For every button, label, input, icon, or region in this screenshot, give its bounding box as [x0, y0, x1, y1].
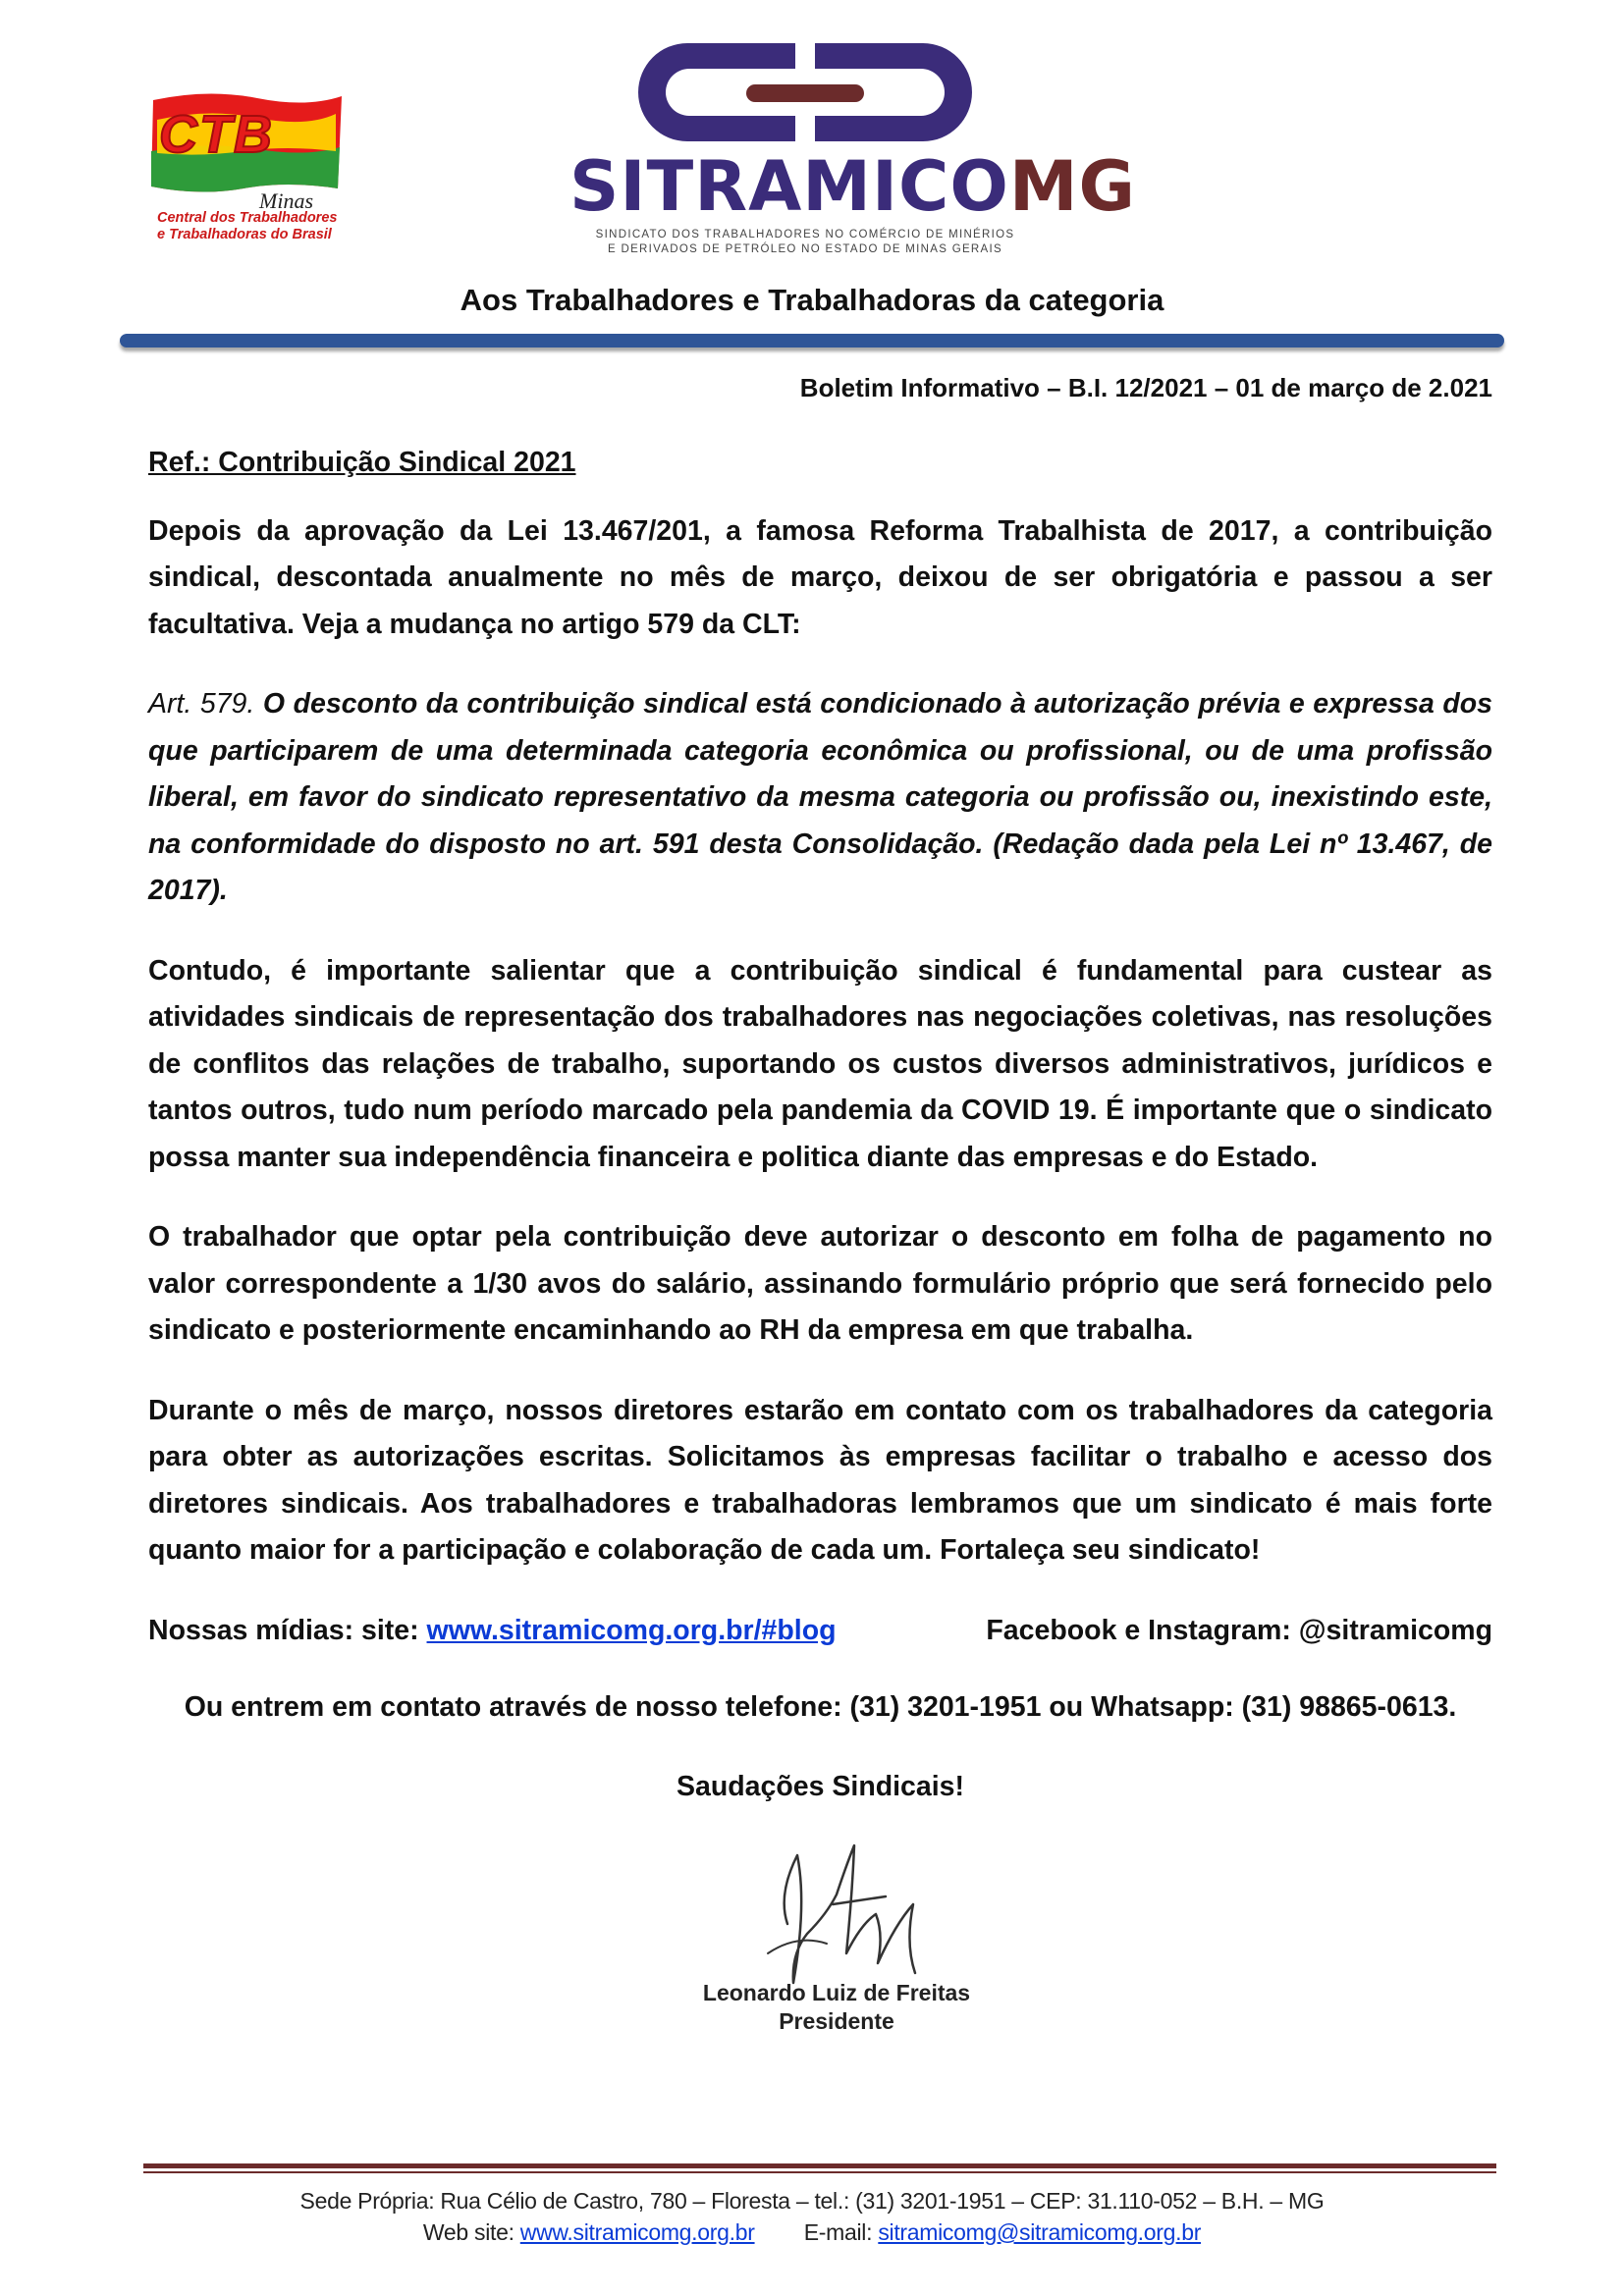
ctb-subtitle-line-1: Central dos Trabalhadores	[157, 210, 338, 226]
footer-website-link[interactable]: www.sitramicomg.org.br	[519, 2219, 755, 2245]
footer-links	[0, 2216, 1624, 2248]
handwritten-signature	[738, 1836, 954, 2002]
law-article-text: O desconto da contribuição sindical está condicionado à autorização prévia e expressa dos que participarem de uma determinada categoria econômica ou profissional, ou de uma profissão liberal, em favor do sindicato representativo da mesma categoria ou profissão ou, inexistindo este, na conformidade do disposto no art. 591 desta Consolidação. (Redação dada pela Lei nº 13.467, de 2017).	[148, 688, 1493, 906]
page-title: Aos Trabalhadores e Trabalhadoras da categoria	[460, 283, 1164, 317]
footer	[0, 2185, 1624, 2248]
media-site-label: Nossas mídias: site:	[148, 1614, 419, 1646]
sitramicomg-tagline-line-2: E DERIVADOS DE PETRÓLEO NO ESTADO DE MINAS GERAIS	[608, 243, 1002, 255]
paragraph-directors: Durante o mês de março, nossos diretores estarão em contato com os trabalhadores da categoria para obter as autorizações escritas. Solicitamos às empresas facilitar o trabalho e acesso dos diretores sindicais. Aos trabalhadores e trabalhadoras lembramos que um sindicato é mais forte quanto maior for a participação e colaboração de cada um. Fortaleça seu sindicato!	[148, 1394, 1492, 1566]
ctb-subtitle	[157, 210, 337, 243]
footer-divider	[143, 2163, 1496, 2168]
media-line	[148, 1608, 1492, 1655]
signatory	[0, 1979, 1624, 2036]
header-divider	[120, 334, 1504, 347]
ctb-minas-label: Minas	[259, 188, 313, 213]
ctb-subtitle-line-2: e Trabalhadoras do Brasil	[157, 227, 332, 242]
paragraph-authorization: O trabalhador que optar pela contribuição deve autorizar o desconto em folha de pagamento no valor correspondente a 1/30 avos do salário, assinando formulário próprio que será fornecido pelo sindicato e posteriormente encaminhando ao RH da empresa em que trabalha.	[148, 1221, 1492, 1346]
law-quote	[148, 681, 1492, 915]
sitramicomg-tagline-line-1: SINDICATO DOS TRABALHADORES NO COMÉRCIO DE MINÉRIOS	[595, 229, 1015, 240]
blog-link[interactable]: www.sitramicomg.org.br/#blog	[426, 1614, 837, 1646]
letter-body	[148, 440, 1492, 1811]
footer-email-label: E-mail:	[803, 2219, 873, 2245]
sitramicomg-wordmark-mg: MG	[1008, 146, 1136, 227]
sitramicomg-logo	[569, 35, 1136, 255]
footer-divider-thin	[143, 2171, 1496, 2173]
chain-link-icon	[599, 35, 1011, 151]
paragraph-importance: Contudo, é importante salientar que a contribuição sindical é fundamental para custear as atividades sindicais de representação dos trabalhadores nas negociações coletivas, nas resoluções de conflitos das relações de trabalho, suportando os custos diversos administrativos, jurídicos e tantos outros, tudo num período marcado pela pandemia da COVID 19. É importante que o sindicato possa manter sua independência financeira e politica diante das empresas e do Estado.	[148, 954, 1492, 1173]
sitramicomg-tagline	[569, 228, 1041, 257]
media-site	[148, 1608, 837, 1655]
ctb-wordmark: CTB	[159, 105, 274, 164]
ctb-logo	[149, 90, 346, 247]
signatory-name: Leonardo Luiz de Freitas	[702, 1980, 971, 2005]
sitramicomg-wordmark-main: SITRAMICO	[569, 146, 1009, 227]
closing-greeting: Saudações Sindicais!	[676, 1771, 965, 1802]
footer-website-label: Web site:	[422, 2219, 514, 2245]
sitramicomg-wordmark	[569, 146, 1136, 227]
footer-address: Sede Própria: Rua Célio de Castro, 780 – Floresta – tel.: (31) 3201-1951 – CEP: 31.110-052 – B.H. – MG	[299, 2188, 1325, 2214]
signatory-role: Presidente	[779, 2008, 894, 2034]
paragraph-intro: Depois da aprovação da Lei 13.467/201, a famosa Reforma Trabalhista de 2017, a contribuição sindical, descontada anualmente no mês de março, deixou de ser obrigatória e passou a ser facultativa. Veja a mudança no artigo 579 da CLT:	[148, 514, 1492, 640]
footer-email-link[interactable]: sitramicomg@sitramicomg.org.br	[878, 2219, 1202, 2245]
subject-reference: Ref.: Contribuição Sindical 2021	[148, 447, 576, 478]
contact-phones: Ou entrem em contato através de nosso telefone: (31) 3201-1951 ou Whatsapp: (31) 98865-0613.	[184, 1690, 1457, 1723]
law-article-label: Art. 579.	[148, 688, 255, 720]
bulletin-reference: Boletim Informativo – B.I. 12/2021 – 01 de março de 2.021	[799, 373, 1492, 402]
social-handle: Facebook e Instagram: @sitramicomg	[986, 1614, 1492, 1646]
